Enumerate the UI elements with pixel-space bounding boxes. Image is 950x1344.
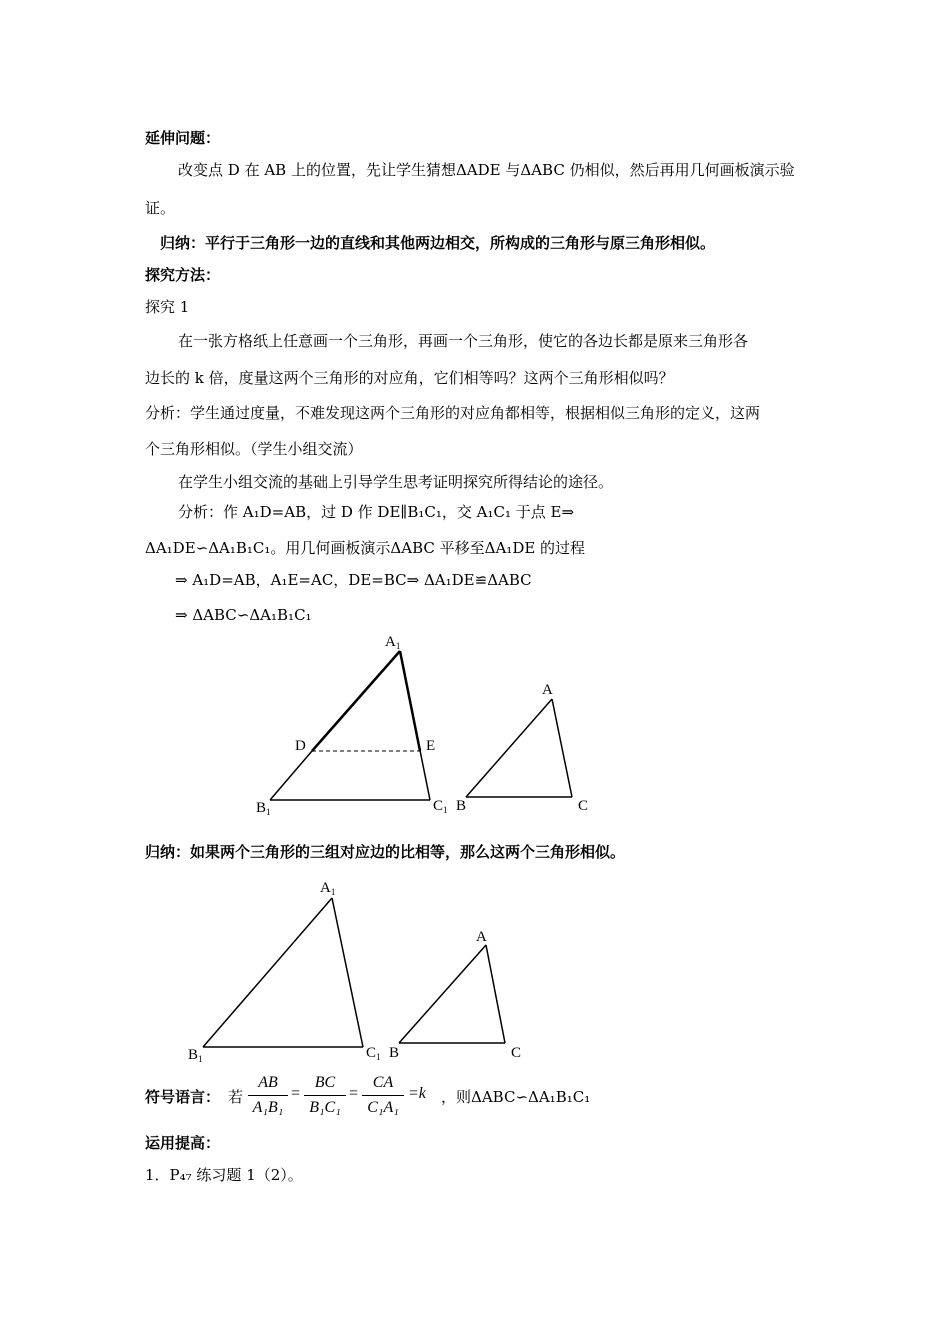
equals-sign-2: = [349,1085,359,1102]
equals-k: =k [408,1085,426,1102]
proof-intro: 分析：作 [178,503,239,521]
method-task-line2: 边长的 k 倍，度量这两个三角形的对应角，它们相等吗？这两个三角形相似吗？ [145,369,674,387]
segment2-c1a1 [332,898,363,1047]
conclusion2: 归纳：如果两个三角形的三组对应边的比相等，那么这两个三角形相似。 [145,843,626,861]
symbolic-then: ，则ΔABC∽ΔA₁B₁C₁ [441,1088,591,1106]
equals-sign-1: = [291,1085,301,1102]
method-analysis-line1: 分析：学生通过度量，不难发现这两个三角形的对应角都相等，根据相似三角形的定义，这两 [145,404,761,422]
label-b1: $B_1$ [256,800,271,817]
figure2-triangle-abc [399,945,505,1043]
label2-b1: $B_1$ [188,1047,203,1064]
fraction-ab [248,1073,288,1118]
method-task-line1: 在一张方格纸上任意画一个三角形，再画一个三角形，使它的各边长都是原来三角形各 [178,332,749,350]
segment2-ca [486,945,505,1043]
method-sub-heading: 探究 1 [145,298,190,316]
label2-b: B [389,1045,400,1061]
application-item1: 1．P₄₇ 练习题 1（2）。 [145,1166,303,1184]
segment2-ab [399,945,486,1043]
segment-b1d [270,751,312,800]
fraction-ab-denominator: A₁B₁ [252,1099,284,1116]
segment-a1e [400,651,420,751]
label-e: E [426,738,436,754]
method-proof-line4: ⇒ ΔABC∽ΔA₁B₁C₁ [175,606,312,624]
extension-body-line1: 改变点 D 在 AB 上的位置，先让学生猜想ΔADE 与ΔABC 仍相似，然后再用几何画板演示验 [178,161,795,179]
method-proof-line2: ΔA₁DE∽ΔA₁B₁C₁。用几何画板演示ΔABC 平移至ΔA₁DE 的过程 [145,539,586,557]
method-heading: 探究方法： [145,266,221,284]
fraction-bc-numerator: BC [314,1074,336,1091]
label2-a1: $A_1$ [320,880,336,897]
segment2-a1b1 [203,898,332,1047]
method-analysis-line2: 个三角形相似。（学生小组交流） [145,440,363,458]
extension-heading: 延伸问题： [145,129,221,147]
label-c: C [578,798,589,814]
symbolic-if: 若 [228,1088,244,1106]
label-c1: $C_1$ [433,798,448,815]
fraction-ab-numerator: AB [258,1074,278,1091]
label2-a: A [476,929,487,945]
fraction-bc [304,1073,346,1118]
label2-c: C [511,1045,522,1061]
proof-a1d: A₁D=AB，过 D 作 DE∥B₁C₁，交 A₁C₁ 于点 E⇒ [242,503,575,521]
fraction-ca [362,1073,404,1118]
segment-ab [466,699,552,797]
segment-da1 [312,651,400,751]
fraction-ca-numerator: CA [372,1074,394,1091]
label-b: B [456,798,467,814]
method-proof-line3: ⇒ A₁D=AB，A₁E=AC，DE=BC⇒ ΔA₁DE≌ΔABC [175,571,532,589]
application-heading: 运用提高： [145,1134,221,1152]
figure1-triangle-abc [466,699,572,797]
symbolic-heading: 符号语言： [145,1088,221,1106]
fraction-bc-bar [304,1095,346,1096]
segment-ca [552,699,572,797]
method-guide-line: 在学生小组交流的基础上引导学生思考证明探究所得结论的途径。 [178,473,614,491]
label-d: D [295,738,306,754]
figure1-triangle-a1b1c1 [270,651,430,800]
figure2-triangle-a1b1c1 [203,898,363,1047]
label2-c1: $C_1$ [366,1045,381,1062]
fraction-ca-denominator: C₁A₁ [367,1099,399,1116]
label-a: A [542,682,553,698]
fraction-ca-bar [362,1095,404,1096]
extension-conclusion: 归纳：平行于三角形一边的直线和其他两边相交，所构成的三角形与原三角形相似。 [160,234,716,252]
extension-body-line2: 证。 [145,199,176,217]
fraction-ab-bar [248,1095,288,1096]
fraction-bc-denominator: B₁C₁ [309,1099,341,1116]
label-a1: $A_1$ [385,634,401,651]
